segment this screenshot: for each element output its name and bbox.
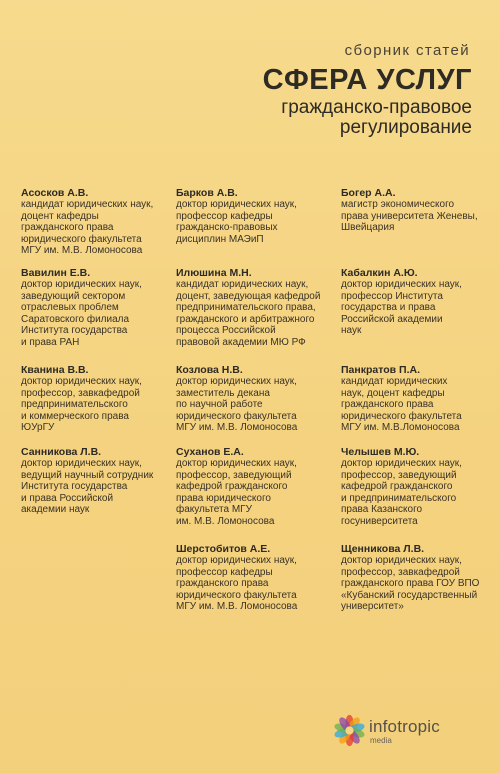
author-name: Кванина В.В. — [21, 364, 89, 376]
author-name: Челышев М.Ю. — [341, 446, 420, 458]
author-name: Суханов Е.А. — [176, 446, 244, 458]
author-credentials: магистр экономического права университета Женевы, Швейцария — [341, 199, 478, 234]
author-name: Щенникова Л.В. — [341, 543, 425, 555]
author-credentials: кандидат юридических наук, доцент кафедры гражданского права юридического факультета МГУ им. М.В.Ломоносова — [341, 376, 462, 434]
author-credentials: доктор юридических наук, профессор, заведующий кафедрой гражданского и предпринимательского права Казанского госуниверситета — [341, 458, 462, 527]
series-label: сборник статей — [344, 42, 470, 59]
infotropic-swirl-icon — [333, 714, 366, 747]
author-entry — [21, 446, 179, 516]
author-credentials: доктор юридических наук, профессор, заведующий кафедрой гражданского права юридического факультета МГУ им. М.В. Ломоносова — [176, 458, 297, 527]
author-name: Кабалкин А.Ю. — [341, 267, 418, 279]
author-credentials: кандидат юридических наук, доцент, заведующая кафедрой предпринимательского права, гражданского и арбитражного процесса Российской правовой академии МЮ РФ — [176, 279, 321, 348]
author-name: Козлова Н.В. — [176, 364, 243, 376]
author-name: Асосков А.В. — [21, 187, 89, 199]
author-entry — [176, 543, 332, 613]
author-name: Барков А.В. — [176, 187, 238, 199]
author-credentials: доктор юридических наук, профессор кафедры гражданского права юридического факультета МГУ им. М.В. Ломоносова — [176, 555, 298, 613]
author-credentials: доктор юридических наук, профессор кафедры гражданско-правовых дисциплин МАЭиП — [176, 199, 297, 245]
publisher-logo — [333, 714, 473, 748]
author-entry — [21, 187, 179, 257]
publisher-sub: media — [370, 736, 392, 745]
author-credentials: доктор юридических наук, профессор, завкафедрой предпринимательского и коммерческого права ЮУрГУ — [21, 376, 142, 434]
author-name: Шерстобитов А.Е. — [176, 543, 271, 555]
author-entry — [341, 543, 491, 613]
author-entry — [176, 446, 332, 528]
author-entry — [341, 446, 491, 528]
author-credentials: доктор юридических наук, ведущий научный сотрудник Института государства и права Российской академии наук — [21, 458, 154, 516]
author-name: Панкратов П.А. — [341, 364, 420, 376]
book-subtitle: гражданско-правовое регулирование — [281, 97, 472, 138]
author-credentials: доктор юридических наук, профессор Института государства и права Российской академии наук — [341, 279, 462, 337]
author-entry — [21, 267, 179, 349]
author-credentials: доктор юридических наук, профессор, завкафедрой гражданского права ГОУ ВПО «Кубанский государственный университет» — [341, 555, 480, 613]
author-entry — [176, 364, 332, 434]
author-credentials: кандидат юридических наук, доцент кафедры гражданского права юридического факультета МГУ им. М.В. Ломоносова — [21, 199, 154, 257]
author-entry — [176, 187, 332, 245]
author-entry — [21, 364, 179, 434]
author-entry — [176, 267, 332, 349]
author-entry — [341, 267, 491, 337]
book-title: СФЕРА УСЛУГ — [262, 64, 472, 96]
author-credentials: доктор юридических наук, заведующий сектором отраслевых проблем Саратовского филиала Института государства и права РАН — [21, 279, 142, 348]
author-credentials: доктор юридических наук, заместитель декана по научной работе юридического факультета МГУ им. М.В. Ломоносова — [176, 376, 298, 434]
publisher-name: infotropic — [369, 717, 440, 736]
author-name: Илюшина М.Н. — [176, 267, 252, 279]
author-entry — [341, 364, 491, 434]
author-name: Санникова Л.В. — [21, 446, 102, 458]
author-name: Богер А.А. — [341, 187, 396, 199]
author-name: Вавилин Е.В. — [21, 267, 91, 279]
author-entry — [341, 187, 491, 234]
logo-center — [345, 726, 353, 734]
